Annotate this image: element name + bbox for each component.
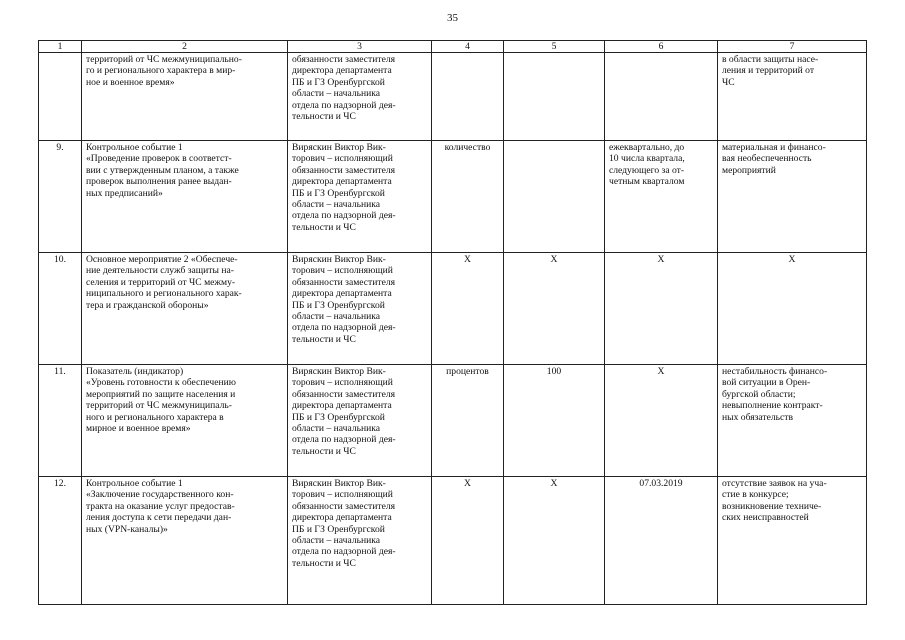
cell-line: торович – исполняющий [292, 153, 393, 165]
cell-text: 9. [56, 142, 64, 153]
cell-line: территорий от ЧС межмуниципально- [86, 54, 242, 65]
cell-line: области – начальника [292, 199, 381, 211]
deadline-cell [605, 141, 718, 253]
cell-line: в области защиты насе- [722, 54, 819, 65]
cell-line: ных (VPN-каналы)» [86, 523, 168, 535]
cell-line: области – начальника [292, 88, 381, 100]
deadline-cell [605, 253, 718, 365]
target-value-cell [504, 253, 605, 365]
cell-text: 10. [54, 254, 66, 265]
cell-line: отдела по надзорной дея- [292, 322, 396, 334]
cell-line: ежеквартально, до [609, 142, 685, 153]
cell-text: X [464, 254, 471, 265]
cell-line: нестабильность финансо- [722, 366, 828, 377]
cell-text: 12. [54, 478, 66, 489]
cell-line: тельности и ЧС [292, 333, 356, 345]
cell-line: отдела по надзорной дея- [292, 99, 396, 111]
responsible-cell [288, 141, 432, 253]
cell-line: обязанности заместителя [292, 164, 396, 176]
cell-line: торович – исполняющий [292, 489, 393, 501]
target-value-cell [504, 53, 605, 141]
risk-cell [718, 53, 867, 141]
cell-line: ления и территорий от [722, 65, 815, 77]
cell-line: Контрольное событие 1 [86, 142, 183, 153]
table-row [39, 365, 867, 477]
row-number-cell [39, 53, 82, 141]
cell-line: тракта на оказание услуг предостав- [86, 500, 235, 512]
cell-text: X [464, 478, 471, 489]
cell-line: тера и гражданской обороны» [86, 299, 209, 311]
cell-line: ПБ и ГЗ Оренбургской [292, 411, 385, 423]
cell-line: директора департамента [292, 65, 392, 77]
cell-line: «Проведение проверок в соответст- [86, 153, 232, 165]
event-name-cell [82, 141, 288, 253]
cell-text: X [550, 478, 558, 489]
responsible-cell [288, 477, 432, 605]
plan-table [38, 40, 867, 605]
cell-line: Виряскин Виктор Вик- [292, 254, 386, 265]
cell-line: вой ситуации в Орен- [722, 377, 811, 389]
cell-line: X [657, 366, 665, 377]
risk-cell [718, 141, 867, 253]
unit-cell [432, 141, 504, 253]
cell-line: области – начальника [292, 311, 381, 323]
cell-line: тельности и ЧС [292, 445, 356, 457]
table-row [39, 53, 867, 141]
table-row [39, 477, 867, 605]
cell-line: обязанности заместителя [292, 54, 396, 65]
column-number: 5 [504, 41, 605, 53]
cell-line: ПБ и ГЗ Оренбургской [292, 187, 385, 199]
cell-text: процентов [446, 366, 489, 377]
cell-line: отдела по надзорной дея- [292, 434, 396, 446]
cell-line: директора департамента [292, 176, 392, 188]
deadline-cell [605, 53, 718, 141]
cell-text: X [550, 254, 558, 265]
cell-line: материальная и финансо- [722, 142, 826, 153]
deadline-cell [605, 365, 718, 477]
row-number-cell [39, 141, 82, 253]
row-number-cell [39, 365, 82, 477]
cell-line: области – начальника [292, 535, 381, 547]
cell-line: отсутствие заявок на уча- [722, 478, 827, 489]
cell-line: «Уровень готовности к обеспечению [86, 377, 236, 389]
cell-line: невыполнение контракт- [722, 400, 823, 412]
cell-line: отдела по надзорной дея- [292, 546, 396, 558]
cell-line: ных обязательств [722, 411, 794, 423]
cell-line: обязанности заместителя [292, 276, 396, 288]
row-number-cell [39, 477, 82, 605]
responsible-cell [288, 53, 432, 141]
cell-line: Основное мероприятие 2 «Обеспече- [86, 254, 238, 265]
target-value-cell [504, 141, 605, 253]
cell-line: 10 числа квартала, [609, 153, 685, 165]
cell-line: ских неисправностей [722, 512, 809, 524]
column-number: 1 [39, 41, 82, 53]
cell-line: возникновение техниче- [722, 500, 822, 512]
responsible-cell [288, 365, 432, 477]
cell-line: четным кварталом [609, 176, 685, 188]
cell-line: ных предписаний» [86, 187, 163, 199]
cell-line: го и регионального характера в мир- [86, 65, 236, 77]
cell-line: 07.03.2019 [639, 478, 683, 489]
cell-line: X [657, 254, 665, 265]
risk-cell [718, 365, 867, 477]
cell-line: ного и регионального характера в [86, 411, 224, 423]
cell-line: X [788, 254, 796, 265]
unit-cell [432, 477, 504, 605]
cell-line: тельности и ЧС [292, 111, 356, 123]
cell-text: 11. [54, 366, 66, 377]
column-number: 6 [605, 41, 718, 53]
cell-line: торович – исполняющий [292, 265, 393, 277]
cell-line: «Заключение государственного кон- [86, 489, 234, 501]
cell-line: Виряскин Виктор Вик- [292, 366, 386, 377]
column-number: 3 [288, 41, 432, 53]
event-name-cell [82, 477, 288, 605]
cell-line: стие в конкурсе; [722, 489, 789, 501]
column-number: 7 [718, 41, 867, 53]
cell-line: проверок выполнения ранее выдан- [86, 176, 232, 188]
cell-line: обязанности заместителя [292, 500, 396, 512]
cell-line: директора департамента [292, 512, 392, 524]
cell-line: мирное и военное время» [86, 423, 191, 435]
table-row [39, 141, 867, 253]
unit-cell [432, 253, 504, 365]
cell-line: ниципального и регионального харак- [86, 288, 242, 300]
column-number: 2 [82, 41, 288, 53]
cell-line: вая необеспеченность [722, 153, 812, 165]
column-number: 4 [432, 41, 504, 53]
event-name-cell [82, 253, 288, 365]
risk-cell [718, 477, 867, 605]
cell-line: ПБ и ГЗ Оренбургской [292, 523, 385, 535]
cell-line: директора департамента [292, 400, 392, 412]
cell-line: мероприятий по защите населения и [86, 388, 236, 400]
cell-line: ние деятельности служб защиты на- [86, 265, 234, 277]
target-value-cell [504, 365, 605, 477]
cell-line: мероприятий [722, 164, 776, 176]
cell-line: территорий от ЧС межмуниципаль- [86, 400, 232, 412]
event-name-cell [82, 53, 288, 141]
cell-line: отдела по надзорной дея- [292, 210, 396, 222]
page-number: 35 [447, 12, 458, 24]
cell-line: Контрольное событие 1 [86, 478, 183, 489]
cell-line: ЧС [722, 76, 735, 88]
cell-line: Виряскин Виктор Вик- [292, 478, 386, 489]
cell-line: следующего за от- [609, 164, 685, 176]
column-number-row [39, 41, 867, 53]
responsible-cell [288, 253, 432, 365]
cell-line: обязанности заместителя [292, 388, 396, 400]
cell-line: ПБ и ГЗ Оренбургской [292, 76, 385, 88]
cell-text: количество [444, 142, 491, 153]
target-value-cell [504, 477, 605, 605]
event-name-cell [82, 365, 288, 477]
cell-line: ное и военное время» [86, 76, 175, 88]
table-row [39, 253, 867, 365]
cell-line: тельности и ЧС [292, 221, 356, 233]
unit-cell [432, 53, 504, 141]
cell-text: 100 [546, 366, 562, 377]
cell-line: торович – исполняющий [292, 377, 393, 389]
cell-line: директора департамента [292, 288, 392, 300]
cell-line: бургской области; [722, 388, 796, 400]
cell-line: Виряскин Виктор Вик- [292, 142, 386, 153]
row-number-cell [39, 253, 82, 365]
deadline-cell [605, 477, 718, 605]
unit-cell [432, 365, 504, 477]
cell-line: тельности и ЧС [292, 557, 356, 569]
risk-cell [718, 253, 867, 365]
cell-line: области – начальника [292, 423, 381, 435]
cell-line: Показатель (индикатор) [86, 366, 184, 377]
cell-line: селения и территорий от ЧС межму- [86, 276, 236, 288]
cell-line: вии с утвержденным планом, а также [86, 164, 239, 176]
cell-line: ПБ и ГЗ Оренбургской [292, 299, 385, 311]
cell-line: ления доступа к сети передачи дан- [86, 512, 232, 524]
